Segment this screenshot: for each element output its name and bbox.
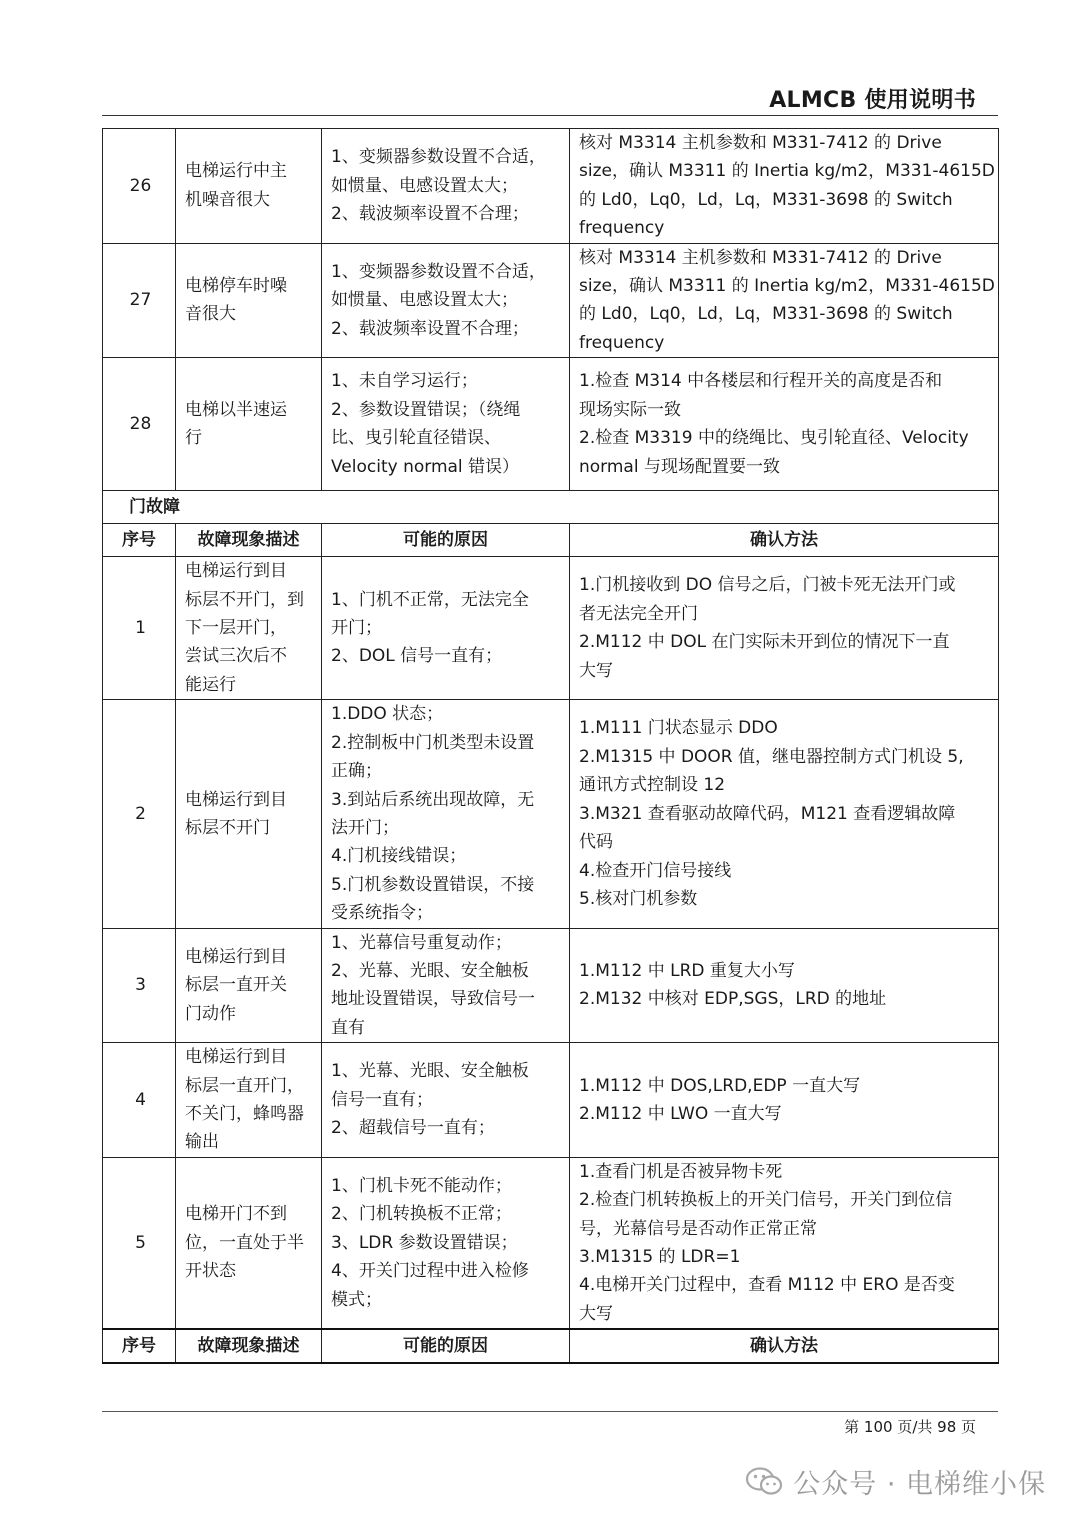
confirmation-method [570,928,999,1043]
table-row [103,358,999,491]
cell-line: 2、光幕、光眼、安全触板 [331,960,529,981]
column-header: 可能的原因 [322,1329,570,1363]
table-row [103,700,999,928]
confirmation-method [570,243,999,358]
column-header: 可能的原因 [322,524,570,557]
column-header-row [103,524,999,557]
confirmation-method [570,557,999,700]
cell-line: 电梯运行到目 [185,789,287,810]
cell-line: 2.M1315 中 DOOR 值，继电器控制方式门机设 5, [579,746,964,767]
cell-line: 2、参数设置错误；（绕绳 [331,399,521,420]
cell-line: 电梯停车时噪 [185,276,287,297]
cell-line: 3.到站后系统出现故障，无 [331,789,535,810]
confirmation-method [570,1157,999,1329]
possible-cause [322,1043,570,1158]
cell-line: 电梯运行到目 [185,561,287,582]
table-row [103,1157,999,1329]
cell-line: 下一层开门， [185,618,287,639]
fault-description [176,358,322,491]
cell-line: 受系统指令； [331,903,433,924]
cell-line: 机噪音很大 [185,189,270,210]
cell-line: 1、门机不正常，无法完全 [331,589,529,610]
fault-description [176,243,322,358]
cell-line: 1、光幕、光眼、安全触板 [331,1061,529,1082]
document-title: ALMCB 使用说明书 [769,88,976,113]
cell-line: 正确； [331,761,382,782]
confirmation-method [570,358,999,491]
cell-line: 3.M1315 的 LDR=1 [579,1247,741,1268]
cell-line: 模式； [331,1289,382,1310]
cell-line: 4、开关门过程中进入检修 [331,1261,529,1282]
fault-table [102,128,999,1364]
cell-line: Velocity normal 错误） [331,456,520,477]
cell-line: 号，光幕信号是否动作正常正常 [579,1218,817,1239]
cell-line: size，确认 M3311 的 Inertia kg/m2，M331-4615D [579,161,995,182]
column-header: 故障现象描述 [176,1329,322,1363]
section-title: 门故障 [103,491,999,524]
cell-line: 如惯量、电感设置太大； [331,175,518,196]
cell-line: 开状态 [185,1261,236,1282]
cell-line: 1、门机卡死不能动作； [331,1176,512,1197]
cell-line: 1.检查 M314 中各楼层和行程开关的高度是否和 [579,371,943,392]
cell-line: 2.检查 M3319 中的绕绳比、曳引轮直径、Velocity [579,428,969,449]
cell-line: frequency [579,332,665,353]
cell-line: 开门； [331,618,382,639]
cell-line: 电梯运行中主 [185,161,287,182]
cell-line: 门动作 [185,1003,236,1024]
column-header: 故障现象描述 [176,524,322,557]
cell-line: 1、变频器参数设置不合适， [331,147,546,168]
table-row [103,928,999,1043]
cell-line: 电梯运行到目 [185,1047,287,1068]
cell-line: 5.门机参数设置错误，不接 [331,874,535,895]
cell-line: 电梯运行到目 [185,946,287,967]
column-header-row [103,1329,999,1363]
cell-line: 比、曳引轮直径错误、 [331,428,501,449]
cell-line: 行 [185,428,202,449]
cell-line: 1.M112 中 DOS,LRD,EDP 一直大写 [579,1075,861,1096]
table-row [103,557,999,700]
possible-cause [322,557,570,700]
cell-line: 输出 [185,1132,219,1153]
cell-line: 5.核对门机参数 [579,888,698,909]
fault-description [176,1157,322,1329]
column-header: 确认方法 [570,1329,999,1363]
row-number: 26 [103,129,176,244]
cell-line: 能运行 [185,674,236,695]
cell-line: 通讯方式控制设 12 [579,775,726,796]
possible-cause [322,700,570,928]
cell-line: frequency [579,218,665,239]
possible-cause [322,129,570,244]
fault-description [176,129,322,244]
cell-line: 的 Ld0，Lq0，Ld，Lq，M331-3698 的 Switch [579,304,953,325]
cell-line: 标层一直开关 [185,975,287,996]
cell-line: 4.门机接线错误； [331,846,467,867]
cell-line: 标层不开门 [185,817,270,838]
table-row [103,129,999,244]
cell-line: size，确认 M3311 的 Inertia kg/m2，M331-4615D [579,276,995,297]
cell-line: 标层不开门，到 [185,589,304,610]
cell-line: 核对 M3314 主机参数和 M331-7412 的 Drive [579,133,942,153]
footer-divider [102,1411,998,1412]
cell-line: 1.DDO 状态； [331,704,444,725]
cell-line: 2.M112 中 LWO 一直大写 [579,1103,782,1124]
column-header: 序号 [103,1329,176,1363]
cell-line: 大写 [579,1303,613,1324]
cell-line: 的 Ld0，Lq0，Ld，Lq，M331-3698 的 Switch [579,189,953,210]
page-number: 第 100 页/共 98 页 [844,1418,976,1436]
cell-line: 标层一直开门， [185,1075,304,1096]
row-number: 27 [103,243,176,358]
cell-line: 代码 [579,832,613,853]
cell-line: 1.M111 门状态显示 DDO [579,718,778,739]
cell-line: 电梯开门不到 [185,1204,287,1225]
cell-line: 2.检查门机转换板上的开关门信号，开关门到位信 [579,1190,953,1211]
cell-line: 音很大 [185,304,236,325]
cell-line: 位，一直处于半 [185,1232,304,1253]
header-divider [102,115,998,116]
cell-line: 大写 [579,660,613,681]
cell-line: 地址设置错误，导致信号一 [331,989,535,1010]
confirmation-method [570,1043,999,1158]
table-row [103,1043,999,1158]
cell-line: normal 与现场配置要一致 [579,456,780,477]
fault-description [176,1043,322,1158]
cell-line: 2.M112 中 DOL 在门实际未开到位的情况下一直 [579,632,950,653]
cell-line: 者无法完全开门 [579,603,698,624]
watermark-text: 公众号 · 电梯维小保 [793,1469,1046,1500]
possible-cause [322,928,570,1043]
cell-line: 3、LDR 参数设置错误； [331,1232,518,1253]
possible-cause [322,358,570,491]
row-number: 1 [103,557,176,700]
cell-line: 直有 [331,1017,365,1038]
confirmation-method [570,129,999,244]
wechat-icon [745,1466,783,1498]
possible-cause [322,243,570,358]
cell-line: 4.电梯开关门过程中，查看 M112 中 ERO 是否变 [579,1275,955,1296]
column-header: 确认方法 [570,524,999,557]
row-number: 4 [103,1043,176,1158]
cell-line: 电梯以半速运 [185,399,287,420]
cell-line: 2、DOL 信号一直有； [331,646,503,667]
cell-line: 尝试三次后不 [185,646,287,667]
watermark [745,1462,1046,1501]
cell-line: 如惯量、电感设置太大； [331,290,518,311]
cell-line: 1.查看门机是否被异物卡死 [579,1161,783,1182]
cell-line: 3.M321 查看驱动故障代码，M121 查看逻辑故障 [579,803,956,824]
row-number: 2 [103,700,176,928]
cell-line: 2、载波频率设置不合理； [331,318,529,339]
possible-cause [322,1157,570,1329]
cell-line: 1.门机接收到 DO 信号之后，门被卡死无法开门或 [579,575,956,596]
section-row [103,491,999,524]
cell-line: 信号一直有； [331,1089,433,1110]
cell-line: 不关门，蜂鸣器 [185,1103,304,1124]
row-number: 3 [103,928,176,1043]
cell-line: 2、载波频率设置不合理； [331,204,529,225]
cell-line: 2.M132 中核对 EDP,SGS，LRD 的地址 [579,989,887,1010]
cell-line: 法开门； [331,817,399,838]
column-header: 序号 [103,524,176,557]
fault-description [176,557,322,700]
cell-line: 1、变频器参数设置不合适， [331,261,546,282]
cell-line: 1、未自学习运行； [331,371,478,392]
cell-line: 核对 M3314 主机参数和 M331-7412 的 Drive [579,247,942,268]
cell-line: 现场实际一致 [579,399,681,420]
table-row [103,243,999,358]
row-number: 28 [103,358,176,491]
cell-line: 2、门机转换板不正常； [331,1204,512,1225]
fault-description [176,928,322,1043]
cell-line: 4.检查开门信号接线 [579,860,732,881]
cell-line: 2、超载信号一直有； [331,1118,495,1139]
confirmation-method [570,700,999,928]
cell-line: 1、光幕信号重复动作； [331,932,512,953]
row-number: 5 [103,1157,176,1329]
cell-line: 2.控制板中门机类型未设置 [331,732,535,753]
cell-line: 1.M112 中 LRD 重复大小写 [579,960,795,981]
fault-description [176,700,322,928]
